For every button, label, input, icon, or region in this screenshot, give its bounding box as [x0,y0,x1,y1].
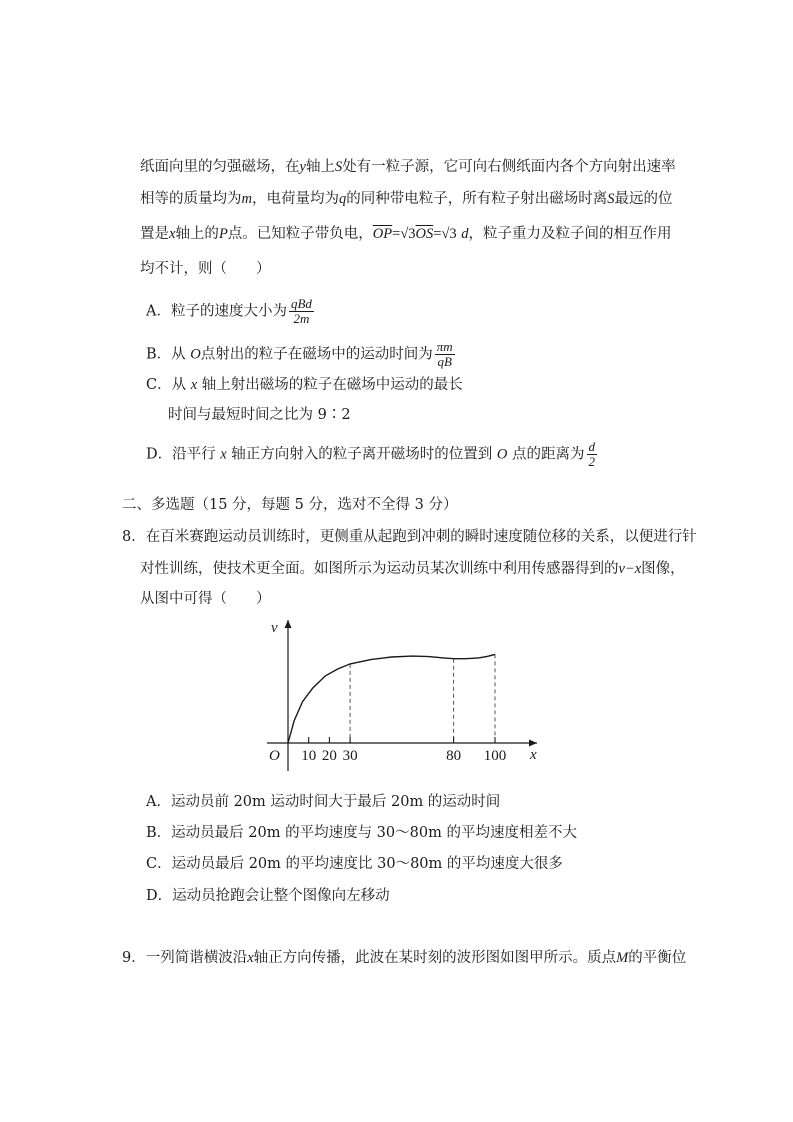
x-tick-label-20: 20 [321,748,337,764]
q9-line-1: 9．一列简谐横波沿x轴正方向传播，此波在某时刻的波形图如图甲所示。质点M的平衡位 [122,950,687,966]
q8-line-3: 从图中可得（ ） [140,591,271,607]
x-tick-label-80: 80 [446,748,462,764]
x-tick-label-30: 30 [342,748,358,764]
q8-line-1: 8．在百米赛跑运动员训练时，更侧重从起跑到冲刺的瞬时速度随位移的关系，以便进行针 [122,529,697,545]
q8-line-2: 对性训练，使技术更全面。如图所示为运动员某次训练中利用传感器得到的v−x图像， [140,561,685,577]
section-heading: 二、多选题（15 分，每题 5 分，选对不全得 3 分） [122,497,458,513]
q7-option-a: A．粒子的速度大小为 $\frac{\text{qBd}}{2m}$ [146,296,312,326]
x-axis-arrow [529,740,537,747]
q7-line-2: 相等的质量均为m，电荷量均为q的同种带电粒子，所有粒子射出磁场时离S最远的位 [140,191,673,207]
q8-option-c: C．运动员最后 20m 的平均速度比 30～80m 的平均速度大很多 [146,856,563,872]
q7-option-b: B．从 O点射出的粒子在磁场中的运动时间为 $\frac{\pi m}{qB}$ [146,339,453,369]
v-x-curve [288,654,495,743]
q8-option-d: D．运动员抢跑会让整个图像向左移动 [146,888,390,904]
x-tick-label-10: 10 [301,748,317,764]
y-axis-label: v [271,620,278,636]
q7-option-c-line-1: C．从 x 轴上射出磁场的粒子在磁场中运动的最长 [146,377,463,393]
q7-option-d: D．沿平行 x 轴正方向射入的粒子离开磁场时的位置到 O 点的距离为 $\frac{d}{2}$ [146,439,595,469]
q8-option-b: B．运动员最后 20m 的平均速度与 30～80m 的平均速度相差不大 [146,825,577,841]
x-axis-label: x [530,747,537,763]
y-axis-arrow [285,620,292,628]
q7-option-c-line-2: 时间与最短时间之比为 9∶2 [168,407,351,423]
q8-option-a: A．运动员前 20m 运动时间大于最后 20m 的运动时间 [146,794,501,810]
origin-label: O [269,748,280,764]
x-tick-label-100: 100 [483,748,507,764]
q7-line-4: 均不计，则（ ） [140,261,271,277]
chart-x-ticks [301,737,506,764]
chart-dashed-lines [350,654,495,743]
q7-line-1: 纸面向里的匀强磁场，在y轴上S处有一粒子源，它可向右侧纸面内各个方向射出速率 [140,159,676,175]
q7-line-3: 置是x轴上的P点。已知粒子带负电，$\overline{OP}=√3\overline{OS}=√3$ d，粒子重力及粒子间的相互作用 [140,226,672,242]
v-x-chart [255,612,555,774]
